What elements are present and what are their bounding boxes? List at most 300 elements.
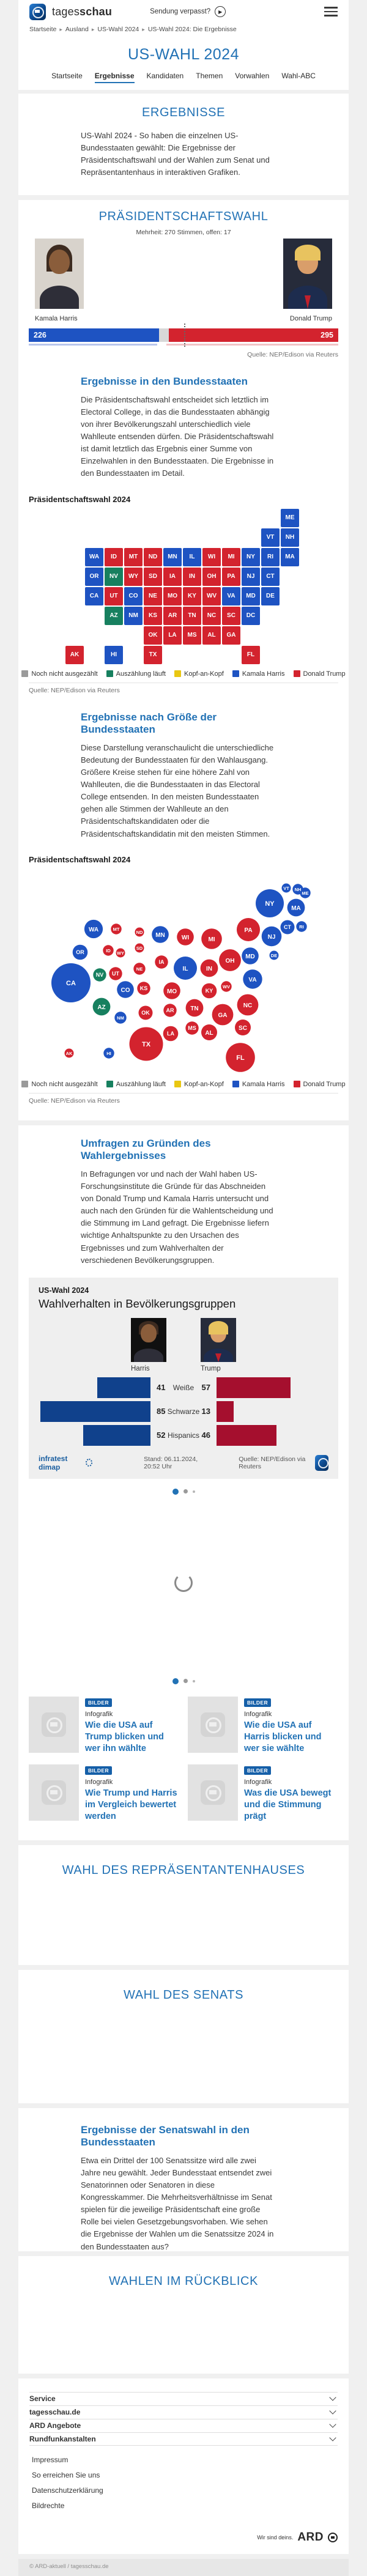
bubble-state-ne[interactable] — [133, 963, 145, 974]
bubble-state-sc[interactable] — [235, 1020, 251, 1035]
legend-item — [21, 1081, 97, 1088]
map-state-ny[interactable]: NY — [242, 548, 260, 566]
trump-bar-segment[interactable] — [169, 328, 338, 342]
legend-item — [294, 1081, 346, 1088]
map-state-ne[interactable]: NE — [144, 587, 162, 605]
harris-value: 85 — [157, 1407, 166, 1416]
category-label: Hispanics — [167, 1430, 200, 1440]
breadcrumb-item[interactable]: US-Wahl 2024 — [97, 26, 139, 33]
bilder-badge: BILDER — [85, 1766, 112, 1775]
map-state-mi[interactable]: MI — [222, 548, 240, 566]
trump-value: 57 — [201, 1383, 210, 1393]
map-state-ia[interactable]: IA — [163, 568, 182, 586]
bubble-state-label: OH — [225, 957, 235, 964]
bubble-state-label: AR — [166, 1007, 174, 1013]
bubble-state-hi[interactable] — [103, 1048, 114, 1058]
bubble-state-label: VT — [283, 885, 289, 891]
senate-heading: WAHL DES SENATS — [123, 1988, 244, 2002]
map-state-mo[interactable]: MO — [163, 587, 182, 605]
majority-marker — [184, 324, 185, 347]
bubble-state-ar[interactable] — [163, 1004, 176, 1016]
missed-broadcast-link[interactable] — [150, 6, 226, 17]
chevron-down-icon — [329, 2394, 336, 2400]
bubble-state-label: NE — [136, 966, 143, 972]
infratest-dimap-icon — [86, 1459, 92, 1467]
bubble-state-label: FL — [236, 1054, 245, 1062]
legend-item — [174, 1081, 224, 1088]
breadcrumb — [18, 23, 349, 39]
copyright-text: © ARD-aktuell / tagesschau.de — [29, 2563, 109, 2570]
bubble-state-tn[interactable] — [186, 999, 204, 1016]
bubble-state-id[interactable] — [103, 945, 113, 955]
map-state-nm[interactable]: NM — [124, 607, 143, 625]
footer-accordion-service[interactable] — [29, 2392, 338, 2405]
bubble-state-co[interactable] — [117, 981, 134, 998]
bubble-state-ga[interactable] — [212, 1004, 234, 1025]
legend-swatch — [232, 1081, 239, 1087]
carousel-dot[interactable] — [184, 1489, 188, 1493]
map-legend — [18, 670, 349, 678]
tab-ergebnisse[interactable]: Ergebnisse — [95, 72, 135, 83]
bubble-state-mi[interactable] — [201, 928, 222, 949]
trump-votes-label: 295 — [321, 330, 333, 339]
bubble-state-label: AZ — [97, 1004, 106, 1011]
demo-row-schwarze — [39, 1401, 328, 1422]
ergebnisse-heading: ERGEBNISSE — [141, 106, 226, 119]
open-bar-segment — [159, 328, 169, 342]
bubble-state-nh[interactable] — [292, 884, 303, 894]
legend-swatch — [174, 1081, 181, 1087]
trump-photo — [283, 239, 332, 309]
legend-label: Kopf-an-Kopf — [184, 1080, 224, 1088]
map-state-ut[interactable]: UT — [105, 587, 123, 605]
map-state-oh[interactable]: OH — [202, 568, 221, 586]
bubble-state-label: NY — [265, 900, 275, 908]
page-title: US-WAHL 2024 — [128, 46, 239, 63]
bubble-state-wv[interactable] — [221, 981, 231, 991]
map-state-wa[interactable]: WA — [85, 548, 103, 566]
senate-results-heading: Ergebnisse der Senatswahl in den Bundesstaaten — [81, 2123, 250, 2148]
map-state-la[interactable]: LA — [163, 626, 182, 645]
bubble-state-mn[interactable] — [152, 926, 169, 943]
bubble-state-label: GA — [218, 1012, 228, 1019]
map-state-al[interactable]: AL — [202, 626, 221, 645]
bubble-state-in[interactable] — [201, 959, 218, 977]
map-state-sc[interactable]: SC — [222, 607, 240, 625]
demo-row-hispanics — [39, 1425, 328, 1446]
trump-bar — [217, 1425, 276, 1446]
harris-bar — [83, 1425, 150, 1446]
legend-label: Noch nicht ausgezählt — [31, 1080, 98, 1088]
map-state-hi[interactable]: HI — [105, 646, 123, 664]
breadcrumb-separator: ▸ — [91, 26, 95, 32]
tagesschau-globe-icon — [42, 1712, 66, 1737]
infratest-dimap-logo: infratest dimap — [39, 1454, 92, 1471]
bubble-state-label: AK — [65, 1050, 73, 1056]
bubble-state-label: WA — [88, 926, 99, 933]
bubble-state-label: RI — [299, 923, 304, 930]
map-state-mt[interactable]: MT — [124, 548, 143, 566]
map-state-fl[interactable]: FL — [242, 646, 260, 664]
map-state-ks[interactable]: KS — [144, 607, 162, 625]
breadcrumb-item[interactable]: Startseite — [29, 26, 57, 33]
legend-label: Noch nicht ausgezählt — [31, 670, 98, 678]
umfragen-heading: Umfragen zu Gründen des Wahlergebnisses — [81, 1137, 211, 1161]
bubble-state-ca[interactable] — [51, 963, 91, 1002]
teaser-card[interactable] — [188, 1697, 338, 1755]
bubble-state-label: PA — [244, 927, 253, 934]
teaser-headline[interactable]: Wie die USA auf Harris blicken und wer sie wählte — [244, 1720, 322, 1754]
candidate-photos — [29, 239, 338, 312]
bubble-state-ia[interactable] — [155, 955, 168, 968]
bubble-state-label: MI — [208, 936, 215, 943]
map-state-me[interactable]: ME — [281, 509, 299, 527]
legend-item — [232, 1081, 285, 1088]
teaser-image-placeholder[interactable] — [29, 1697, 79, 1753]
bubble-state-de[interactable] — [270, 950, 279, 960]
tagesschau-mini-icon — [315, 1455, 328, 1471]
bubble-state-label: OR — [76, 949, 84, 955]
size-subheading: Ergebnisse nach Größe der Bundesstaaten — [81, 711, 217, 735]
map-state-ma[interactable]: MA — [281, 548, 299, 566]
brand-bold: schau — [80, 5, 113, 18]
bubble-state-label: AL — [205, 1029, 213, 1037]
tagesschau-wordmark[interactable] — [52, 6, 112, 18]
map-state-wi[interactable]: WI — [202, 548, 221, 566]
category-label: Weiße — [172, 1383, 195, 1392]
bubble-state-label: CO — [120, 986, 130, 994]
legend-swatch — [21, 670, 28, 677]
legend-swatch — [106, 1081, 113, 1087]
footer-accordion-label: tagesschau.de — [29, 2408, 81, 2417]
bubble-state-label: HI — [106, 1050, 111, 1056]
map-state-tn[interactable]: TN — [183, 607, 201, 625]
bubble-state-label: ID — [106, 947, 111, 953]
bubble-state-la[interactable] — [163, 1026, 179, 1041]
map-state-nh[interactable]: NH — [281, 528, 299, 547]
teaser-card[interactable] — [188, 1764, 338, 1823]
bubble-state-wi[interactable] — [177, 928, 194, 946]
footer-accordion-tagesschau-de[interactable] — [29, 2405, 338, 2419]
breadcrumb-item[interactable]: Ausland — [65, 26, 89, 33]
map-state-tx[interactable]: TX — [144, 646, 162, 664]
bubble-state-ak[interactable] — [65, 1048, 74, 1057]
bubble-state-label: MS — [188, 1024, 196, 1031]
ard-wordmark: ARD — [297, 2530, 324, 2544]
bubble-state-ms[interactable] — [185, 1021, 198, 1034]
tab-startseite[interactable]: Startseite — [51, 72, 83, 80]
harris-bar — [40, 1401, 150, 1422]
map-state-id[interactable]: ID — [105, 548, 123, 566]
bubble-state-label: MO — [166, 988, 177, 995]
bubble-state-or[interactable] — [73, 944, 88, 960]
bubble-state-ct[interactable] — [281, 920, 295, 934]
bubble-state-label: WI — [181, 934, 190, 941]
category-label: Schwarze — [167, 1407, 200, 1416]
bubble-state-ri[interactable] — [296, 921, 306, 931]
teaser-kicker: Infografik — [244, 1710, 272, 1718]
bubble-map-title: Präsidentschaftswahl 2024 — [29, 854, 131, 864]
bubble-state-label: OK — [141, 1009, 150, 1016]
map-state-ky[interactable]: KY — [183, 587, 201, 605]
chevron-down-icon — [329, 2407, 336, 2414]
map-state-nc[interactable]: NC — [202, 607, 221, 625]
demo-row-weiße — [39, 1377, 328, 1398]
teaser-image-placeholder[interactable] — [188, 1697, 238, 1753]
map-state-il[interactable]: IL — [183, 548, 201, 566]
section-senat — [18, 1970, 349, 2103]
bubble-state-nc[interactable] — [237, 994, 259, 1015]
bubble-map-source: Quelle: NEP/Edison via Reuters — [29, 1093, 338, 1105]
bubble-state-label: NM — [117, 1015, 124, 1021]
map-state-in[interactable]: IN — [183, 568, 201, 586]
source-note: Quelle: NEP/Edison via Reuters — [247, 350, 338, 358]
bubble-state-label: SC — [239, 1024, 247, 1032]
bubble-state-label: TN — [190, 1005, 199, 1012]
tagesschau-globe-icon — [201, 1712, 225, 1737]
bubble-state-label: SD — [136, 945, 143, 951]
bubble-state-label: LA — [167, 1030, 174, 1037]
chart-source: Quelle: NEP/Edison via Reuters — [239, 1455, 306, 1470]
us-states-bubble-map — [29, 868, 338, 1075]
play-icon[interactable]: ▶ — [215, 6, 226, 17]
carousel-dot[interactable] — [193, 1490, 195, 1493]
map-state-co[interactable]: CO — [124, 587, 143, 605]
legend-swatch — [294, 670, 300, 677]
footer — [18, 2378, 349, 2554]
bubble-state-label: IN — [206, 965, 212, 972]
map-state-ga[interactable]: GA — [222, 626, 240, 645]
section-praesidentschaftswahl — [18, 200, 349, 1120]
legend-item — [174, 670, 224, 678]
legend-item — [106, 1081, 166, 1088]
tab-kandidaten[interactable]: Kandidaten — [146, 72, 184, 80]
teaser-image-placeholder[interactable] — [188, 1764, 238, 1821]
bubble-state-nm[interactable] — [114, 1012, 126, 1023]
teaser-kicker: Infografik — [85, 1778, 113, 1786]
map-state-az[interactable]: AZ — [105, 607, 123, 625]
bubble-state-label: MN — [155, 931, 165, 939]
map-state-dc[interactable]: DC — [242, 607, 260, 625]
bubble-state-il[interactable] — [174, 957, 197, 980]
bubble-state-nj[interactable] — [262, 926, 282, 946]
bubble-state-tx[interactable] — [130, 1027, 163, 1060]
bubble-state-md[interactable] — [242, 947, 259, 964]
carousel-dot[interactable] — [184, 1679, 188, 1683]
carousel-dot[interactable] — [193, 1680, 195, 1682]
map-state-wv[interactable]: WV — [202, 587, 221, 605]
legend-label: Kamala Harris — [242, 670, 285, 678]
legend-label: Donald Trump — [303, 1080, 346, 1088]
bubble-state-nd[interactable] — [135, 927, 144, 936]
map-state-ar[interactable]: AR — [163, 607, 182, 625]
bubble-state-vt[interactable] — [282, 883, 291, 892]
footer-link-so-erreichen-sie-uns[interactable]: So erreichen Sie uns — [32, 2470, 100, 2479]
ergebnisse-intro-text: US-Wahl 2024 - So haben die einzelnen US-Bundesstaaten gewählt: Die Ergebnisse der Präsidentschaftswahl und der Wahlen zum Senat und Repräsentantenhaus in interaktiven Grafiken. — [81, 131, 270, 177]
bubble-state-label: MA — [291, 905, 301, 912]
breadcrumb-separator: ▸ — [142, 26, 145, 32]
loading-area — [18, 1497, 349, 1668]
bubble-state-wa[interactable] — [84, 920, 103, 938]
bubble-map-legend — [18, 1081, 349, 1088]
bilder-badge: BILDER — [244, 1766, 271, 1775]
map-state-sd[interactable]: SD — [144, 568, 162, 586]
legend-swatch — [232, 670, 239, 677]
map-state-ak[interactable]: AK — [65, 646, 84, 664]
footer-accordion-ard-angebote[interactable] — [29, 2419, 338, 2432]
legend-label: Kamala Harris — [242, 1080, 285, 1088]
teaser-kicker: Infografik — [244, 1778, 272, 1786]
footer-accordion-label: Rundfunkanstalten — [29, 2434, 96, 2443]
legend-item — [21, 670, 97, 678]
map-state-or[interactable]: OR — [85, 568, 103, 586]
carousel-dot-active[interactable] — [172, 1678, 179, 1684]
map-state-pa[interactable]: PA — [222, 568, 240, 586]
chart-harris-photo — [131, 1318, 166, 1362]
map-title: Präsidentschaftswahl 2024 — [29, 494, 131, 504]
size-text: Diese Darstellung veranschaulicht die unterschiedliche Bedeutung der Bundesstaaten für den Wahlausgang. Größere Kreise stehen für eine höhere Zahl von Wahlleuten, die die Bundesstaaten in das Electoral College entsenden. In den meisten Bundesstaaten gehen alle Stimmen der Wahlleute an den Präsidentschaftskandidaten oder die Präsidentschaftskandidatin mit den meisten Stimmen. — [81, 742, 274, 838]
breadcrumb-item[interactable]: US-Wahl 2024: Die Ergebnisse — [147, 26, 237, 33]
ard-one-icon — [328, 2533, 338, 2542]
carousel-dot-active[interactable] — [172, 1489, 179, 1495]
harris-votes-label: 226 — [34, 330, 46, 339]
chart-kicker: US-Wahl 2024 — [39, 1286, 89, 1295]
bubble-state-label: MT — [113, 926, 120, 932]
legend-item — [106, 670, 166, 678]
bubble-state-label: ME — [302, 890, 309, 896]
bubble-state-ut[interactable] — [109, 967, 122, 980]
bubble-state-fl[interactable] — [226, 1043, 255, 1072]
bubble-state-mt[interactable] — [111, 923, 121, 934]
trump-value: 13 — [201, 1407, 210, 1416]
tab-bar — [18, 64, 349, 90]
bubble-state-label: DE — [270, 952, 278, 958]
us-states-map — [65, 509, 302, 664]
house-heading: WAHL DES REPRÄSENTANTENHAUSES — [62, 1863, 305, 1877]
tagesschau-logo-icon[interactable] — [29, 4, 46, 20]
teaser-headline[interactable]: Wie Trump und Harris im Vergleich bewertet werden — [85, 1788, 177, 1822]
ard-claim: Wir sind deins. — [257, 2534, 294, 2541]
bubble-state-oh[interactable] — [219, 949, 241, 971]
legend-swatch — [294, 1081, 300, 1087]
tagesschau-globe-icon — [42, 1780, 66, 1805]
tab-themen[interactable]: Themen — [196, 72, 223, 80]
teaser-card[interactable] — [29, 1697, 179, 1755]
teaser-headline[interactable]: Wie die USA auf Trump blicken und wer ihn wählte — [85, 1720, 164, 1754]
legend-label: Auszählung läuft — [116, 1080, 166, 1088]
ard-logo — [29, 2531, 338, 2544]
map-state-vt[interactable]: VT — [261, 528, 280, 547]
footer-link-datenschutzerkl-rung[interactable]: Datenschutzerklärung — [32, 2485, 103, 2495]
umfragen-text: In Befragungen vor und nach der Wahl haben US-Forschungsinstitute die Gründe für das Abschneiden von Donald Trump und Kamala Harris untersucht und auch nach den Gründen für die Wahlentscheidung und die Stimmung im Land gefragt. Die Ergebnisse liefern wichtige Anhaltspunkte zu den Ursachen des Ergebnisses und zum Wahlverhalten der verschiedenen Bevölkerungsgruppen. — [81, 1169, 273, 1265]
section-ergebnisse-intro — [18, 94, 349, 195]
bubble-state-al[interactable] — [201, 1024, 217, 1040]
map-state-nd[interactable]: ND — [144, 548, 162, 566]
map-state-ri[interactable]: RI — [261, 548, 280, 566]
map-state-ok[interactable]: OK — [144, 626, 162, 645]
missed-broadcast-label: Sendung verpasst? — [150, 8, 211, 15]
map-state-ms[interactable]: MS — [183, 626, 201, 645]
map-state-ca[interactable]: CA — [85, 587, 103, 605]
map-state-de[interactable]: DE — [261, 587, 280, 605]
footer-accordion-label: ARD Angebote — [29, 2421, 81, 2430]
bubble-state-label: CT — [284, 923, 291, 930]
bubble-state-ks[interactable] — [137, 982, 150, 994]
harris-photo — [35, 239, 84, 309]
electoral-college-bar[interactable] — [29, 328, 338, 342]
teaser-image-placeholder[interactable] — [29, 1764, 79, 1821]
harris-bar — [97, 1377, 150, 1398]
bubble-state-az[interactable] — [93, 997, 111, 1015]
hamburger-menu-icon[interactable] — [324, 7, 338, 17]
legend-label: Kopf-an-Kopf — [184, 670, 224, 678]
map-state-va[interactable]: VA — [222, 587, 240, 605]
bubble-state-pa[interactable] — [237, 918, 260, 941]
bubble-state-sd[interactable] — [135, 943, 144, 952]
legend-swatch — [174, 670, 181, 677]
bubble-state-label: ND — [136, 929, 143, 935]
map-state-nv[interactable]: NV — [105, 568, 123, 586]
section-umfragen — [18, 1125, 349, 1840]
trump-bar — [217, 1377, 291, 1398]
map-state-mn[interactable]: MN — [163, 548, 182, 566]
bilder-badge: BILDER — [85, 1698, 112, 1707]
chart-title: Wahlverhalten in Bevölkerungsgruppen — [39, 1297, 236, 1310]
review-heading: WAHLEN IM RÜCKBLICK — [108, 2274, 259, 2288]
bubble-state-wy[interactable] — [116, 948, 125, 957]
praesidentschaftswahl-heading: PRÄSIDENTSCHAFTSWAHL — [98, 209, 269, 223]
chevron-down-icon — [329, 2434, 336, 2441]
chart-trump-label: Trump — [201, 1364, 221, 1372]
bubble-state-ky[interactable] — [202, 983, 217, 998]
footer-link-impressum[interactable]: Impressum — [32, 2455, 69, 2464]
map-state-md[interactable]: MD — [242, 587, 260, 605]
bubble-state-label: UT — [112, 970, 119, 977]
bubble-state-label: VA — [248, 976, 257, 983]
states-subheading: Ergebnisse in den Bundesstaaten — [81, 375, 248, 387]
bubble-state-nv[interactable] — [93, 968, 106, 981]
tab-vorwahlen[interactable]: Vorwahlen — [235, 72, 270, 80]
footer-link-bildrechte[interactable]: Bildrechte — [32, 2501, 65, 2510]
bubble-state-ok[interactable] — [139, 1005, 153, 1020]
hero — [18, 39, 349, 90]
footer-accordion-rundfunkanstalten[interactable] — [29, 2432, 338, 2446]
bubble-state-va[interactable] — [243, 969, 262, 988]
footer-accordion-label: Service — [29, 2394, 56, 2404]
demographics-chart — [29, 1278, 338, 1479]
teaser-headline[interactable]: Was die USA bewegt und die Stimmung prägt — [244, 1788, 332, 1822]
teaser-card[interactable] — [29, 1764, 179, 1823]
trump-bar — [217, 1401, 234, 1422]
teaser-grid — [29, 1697, 338, 1823]
tab-wahl-abc[interactable]: Wahl-ABC — [281, 72, 316, 80]
bubble-state-ny[interactable] — [256, 889, 284, 917]
trump-name: Donald Trump — [289, 314, 332, 322]
bubble-state-ma[interactable] — [287, 898, 305, 916]
harris-value: 41 — [157, 1383, 166, 1393]
harris-bar-segment[interactable] — [29, 328, 159, 342]
harris-value: 52 — [157, 1430, 166, 1440]
map-state-ct[interactable]: CT — [261, 568, 280, 586]
carousel-dots-2 — [18, 1678, 349, 1684]
legend-swatch — [21, 1081, 28, 1087]
section-senatswahl-ergebnisse — [18, 2108, 349, 2251]
bubble-state-mo[interactable] — [163, 982, 180, 999]
brand-regular: tages — [52, 5, 80, 18]
map-state-nj[interactable]: NJ — [242, 568, 260, 586]
map-state-wy[interactable]: WY — [124, 568, 143, 586]
majority-note: Mehrheit: 270 Stimmen, offen: 17 — [136, 228, 231, 236]
